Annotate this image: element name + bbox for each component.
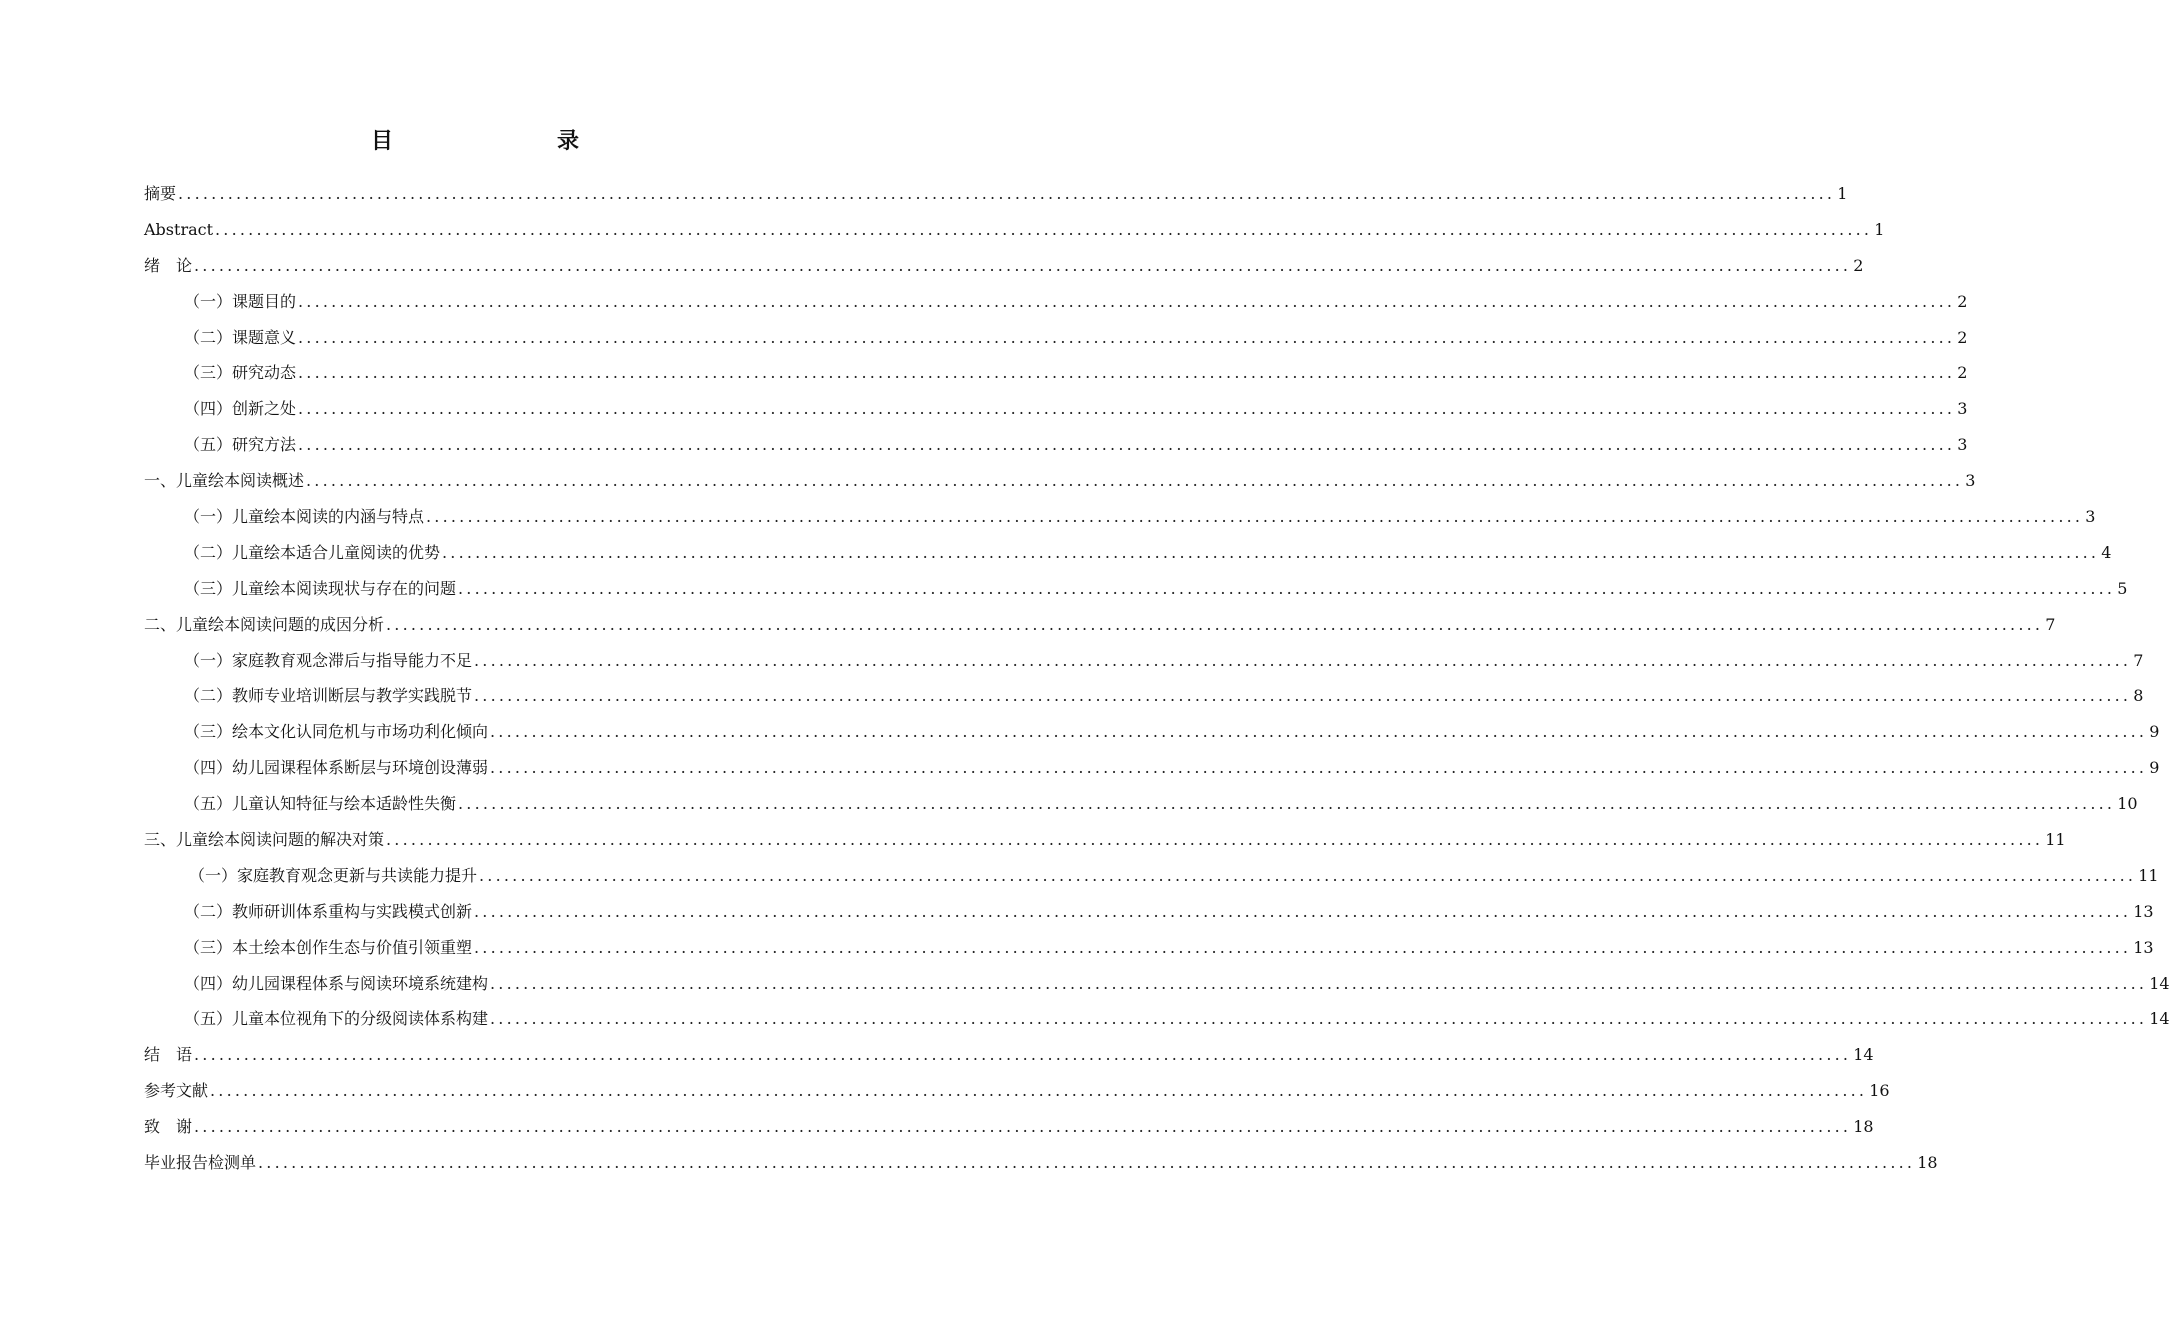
dot-leader: ........................................................................................................................................................................................................	[386, 830, 2044, 850]
toc-entry[interactable]	[144, 1037, 1874, 1073]
toc-entry[interactable]	[144, 966, 2170, 1002]
toc-entry-page-number: 5	[2117, 578, 2128, 598]
toc-entry-page-number: 4	[2101, 542, 2112, 562]
toc-entry-page-number: 13	[2133, 901, 2154, 921]
toc-entry-page-number: 7	[2133, 650, 2144, 670]
toc-entry-title: 毕业报告检测单	[144, 1153, 257, 1173]
toc-entry-title: 一、儿童绘本阅读概述	[144, 471, 305, 491]
toc-entry[interactable]	[144, 786, 2138, 822]
toc-entry-page-number: 3	[1965, 471, 1976, 491]
dot-leader: ........................................................................................................................................................................................................	[442, 542, 2100, 562]
toc-entry-title: Abstract	[144, 219, 214, 239]
toc-entry-title: （一）儿童绘本阅读的内涵与特点	[184, 507, 425, 527]
toc-entry[interactable]	[144, 463, 1976, 499]
toc-entry-title: 摘要	[144, 184, 177, 203]
toc-entry-title: 二、儿童绘本阅读问题的成因分析	[144, 614, 385, 634]
toc-entry[interactable]	[144, 499, 2096, 535]
toc-entry-page-number: 3	[1957, 435, 1968, 455]
dot-leader: ........................................................................................................................................................................................................	[490, 973, 2148, 993]
toc-entry-page-number: 2	[1853, 255, 1864, 275]
toc-entry-title: （五）研究方法	[184, 435, 297, 455]
toc-entry-page-number: 14	[2149, 973, 2170, 993]
toc-entry-page-number: 1	[1837, 184, 1848, 203]
dot-leader: ........................................................................................................................................................................................................	[194, 1045, 1852, 1065]
toc-entry-page-number: 1	[1874, 219, 1885, 239]
toc-entry-page-number: 11	[2138, 865, 2159, 885]
dot-leader: ........................................................................................................................................................................................................	[474, 650, 2132, 670]
toc-entry-title: 参考文献	[144, 1081, 209, 1101]
dot-leader: ........................................................................................................................................................................................................	[490, 1009, 2148, 1029]
toc-entry-page-number: 10	[2117, 794, 2138, 814]
toc-entry-page-number: 2	[1957, 327, 1968, 347]
toc-entry[interactable]	[144, 607, 2056, 643]
dot-leader: ........................................................................................................................................................................................................	[178, 184, 1836, 203]
toc-entry[interactable]	[144, 678, 2144, 714]
toc-entry[interactable]	[144, 822, 2066, 858]
toc-entry[interactable]	[144, 176, 1848, 212]
toc-entry[interactable]	[144, 1145, 1938, 1181]
toc-entry[interactable]	[144, 212, 1885, 248]
toc-entry-title: （四）幼儿园课程体系与阅读环境系统建构	[184, 973, 489, 993]
dot-leader: ........................................................................................................................................................................................................	[298, 327, 1956, 347]
dot-leader: ........................................................................................................................................................................................................	[298, 291, 1956, 311]
toc-entry-page-number: 13	[2133, 937, 2154, 957]
toc-entry-title: （一）家庭教育观念滞后与指导能力不足	[184, 650, 473, 670]
dot-leader: ........................................................................................................................................................................................................	[298, 363, 1956, 383]
toc-entry-title: （四）创新之处	[184, 399, 297, 419]
toc-entry-title: （一）家庭教育观念更新与共读能力提升	[189, 865, 478, 885]
toc-entry-page-number: 8	[2133, 686, 2144, 706]
dot-leader: ........................................................................................................................................................................................................	[458, 794, 2116, 814]
dot-leader: ........................................................................................................................................................................................................	[210, 1081, 1868, 1101]
toc-title: 目 录	[370, 128, 619, 154]
toc-entry[interactable]	[144, 284, 1968, 320]
toc-entry-page-number: 9	[2149, 722, 2160, 742]
toc-entry-page-number: 2	[1957, 363, 1968, 383]
toc-entry-page-number: 16	[1869, 1081, 1890, 1101]
toc-entry-title: （二）教师研训体系重构与实践模式创新	[184, 901, 473, 921]
dot-leader: ........................................................................................................................................................................................................	[194, 255, 1852, 275]
toc-entry-title: （二）教师专业培训断层与教学实践脱节	[184, 686, 473, 706]
dot-leader: ........................................................................................................................................................................................................	[298, 435, 1956, 455]
toc-entry[interactable]	[144, 427, 1968, 463]
toc-entry-title: （二）儿童绘本适合儿童阅读的优势	[184, 542, 441, 562]
dot-leader: ........................................................................................................................................................................................................	[474, 686, 2132, 706]
dot-leader: ........................................................................................................................................................................................................	[258, 1153, 1916, 1173]
toc-entry-page-number: 2	[1957, 291, 1968, 311]
dot-leader: ........................................................................................................................................................................................................	[215, 219, 1873, 239]
toc-entry-title: （四）幼儿园课程体系断层与环境创设薄弱	[184, 758, 489, 778]
toc-entry-title: 绪 论	[144, 255, 193, 275]
toc-entry[interactable]	[144, 571, 2128, 607]
toc-entry-title: 致 谢	[144, 1117, 193, 1137]
toc-entry-title: （三）研究动态	[184, 363, 297, 383]
toc-entry-page-number: 9	[2149, 758, 2160, 778]
toc-entry-page-number: 7	[2045, 614, 2056, 634]
toc-entry-title: 结 语	[144, 1045, 193, 1065]
toc-entry-page-number: 18	[1853, 1117, 1874, 1137]
dot-leader: ........................................................................................................................................................................................................	[474, 901, 2132, 921]
toc-entry-title: （三）本土绘本创作生态与价值引领重塑	[184, 937, 473, 957]
toc-entry[interactable]	[144, 355, 1968, 391]
dot-leader: ........................................................................................................................................................................................................	[386, 614, 2044, 634]
toc-entry-page-number: 11	[2045, 830, 2066, 850]
toc-entry[interactable]	[144, 930, 2154, 966]
toc-entry[interactable]	[144, 320, 1968, 356]
table-of-contents	[144, 176, 2170, 1181]
toc-entry[interactable]	[144, 858, 2159, 894]
toc-entry[interactable]	[144, 714, 2160, 750]
toc-entry[interactable]	[144, 643, 2144, 679]
toc-entry-page-number: 3	[2085, 507, 2096, 527]
toc-entry-title: （五）儿童认知特征与绘本适龄性失衡	[184, 794, 457, 814]
dot-leader: ........................................................................................................................................................................................................	[479, 865, 2137, 885]
toc-entry-title: （三）绘本文化认同危机与市场功利化倾向	[184, 722, 489, 742]
dot-leader: ........................................................................................................................................................................................................	[474, 937, 2132, 957]
toc-entry-title: （一）课题目的	[184, 291, 297, 311]
dot-leader: ........................................................................................................................................................................................................	[490, 758, 2148, 778]
dot-leader: ........................................................................................................................................................................................................	[458, 578, 2116, 598]
dot-leader: ........................................................................................................................................................................................................	[426, 507, 2084, 527]
toc-entry-page-number: 3	[1957, 399, 1968, 419]
toc-entry[interactable]	[144, 1109, 1874, 1145]
dot-leader: ........................................................................................................................................................................................................	[194, 1117, 1852, 1137]
toc-entry-page-number: 14	[1853, 1045, 1874, 1065]
toc-entry-title: （二）课题意义	[184, 327, 297, 347]
toc-entry-page-number: 14	[2149, 1009, 2170, 1029]
toc-entry-title: 三、儿童绘本阅读问题的解决对策	[144, 830, 385, 850]
toc-entry[interactable]	[144, 1001, 2170, 1037]
toc-entry[interactable]	[144, 248, 1864, 284]
toc-entry[interactable]	[144, 535, 2112, 571]
toc-entry[interactable]	[144, 750, 2160, 786]
toc-entry-page-number: 18	[1917, 1153, 1938, 1173]
dot-leader: ........................................................................................................................................................................................................	[298, 399, 1956, 419]
dot-leader: ........................................................................................................................................................................................................	[490, 722, 2148, 742]
toc-entry[interactable]	[144, 894, 2154, 930]
toc-entry-title: （三）儿童绘本阅读现状与存在的问题	[184, 578, 457, 598]
toc-entry[interactable]	[144, 391, 1968, 427]
toc-entry-title: （五）儿童本位视角下的分级阅读体系构建	[184, 1009, 489, 1029]
dot-leader: ........................................................................................................................................................................................................	[306, 471, 1964, 491]
toc-entry[interactable]	[144, 1073, 1890, 1109]
